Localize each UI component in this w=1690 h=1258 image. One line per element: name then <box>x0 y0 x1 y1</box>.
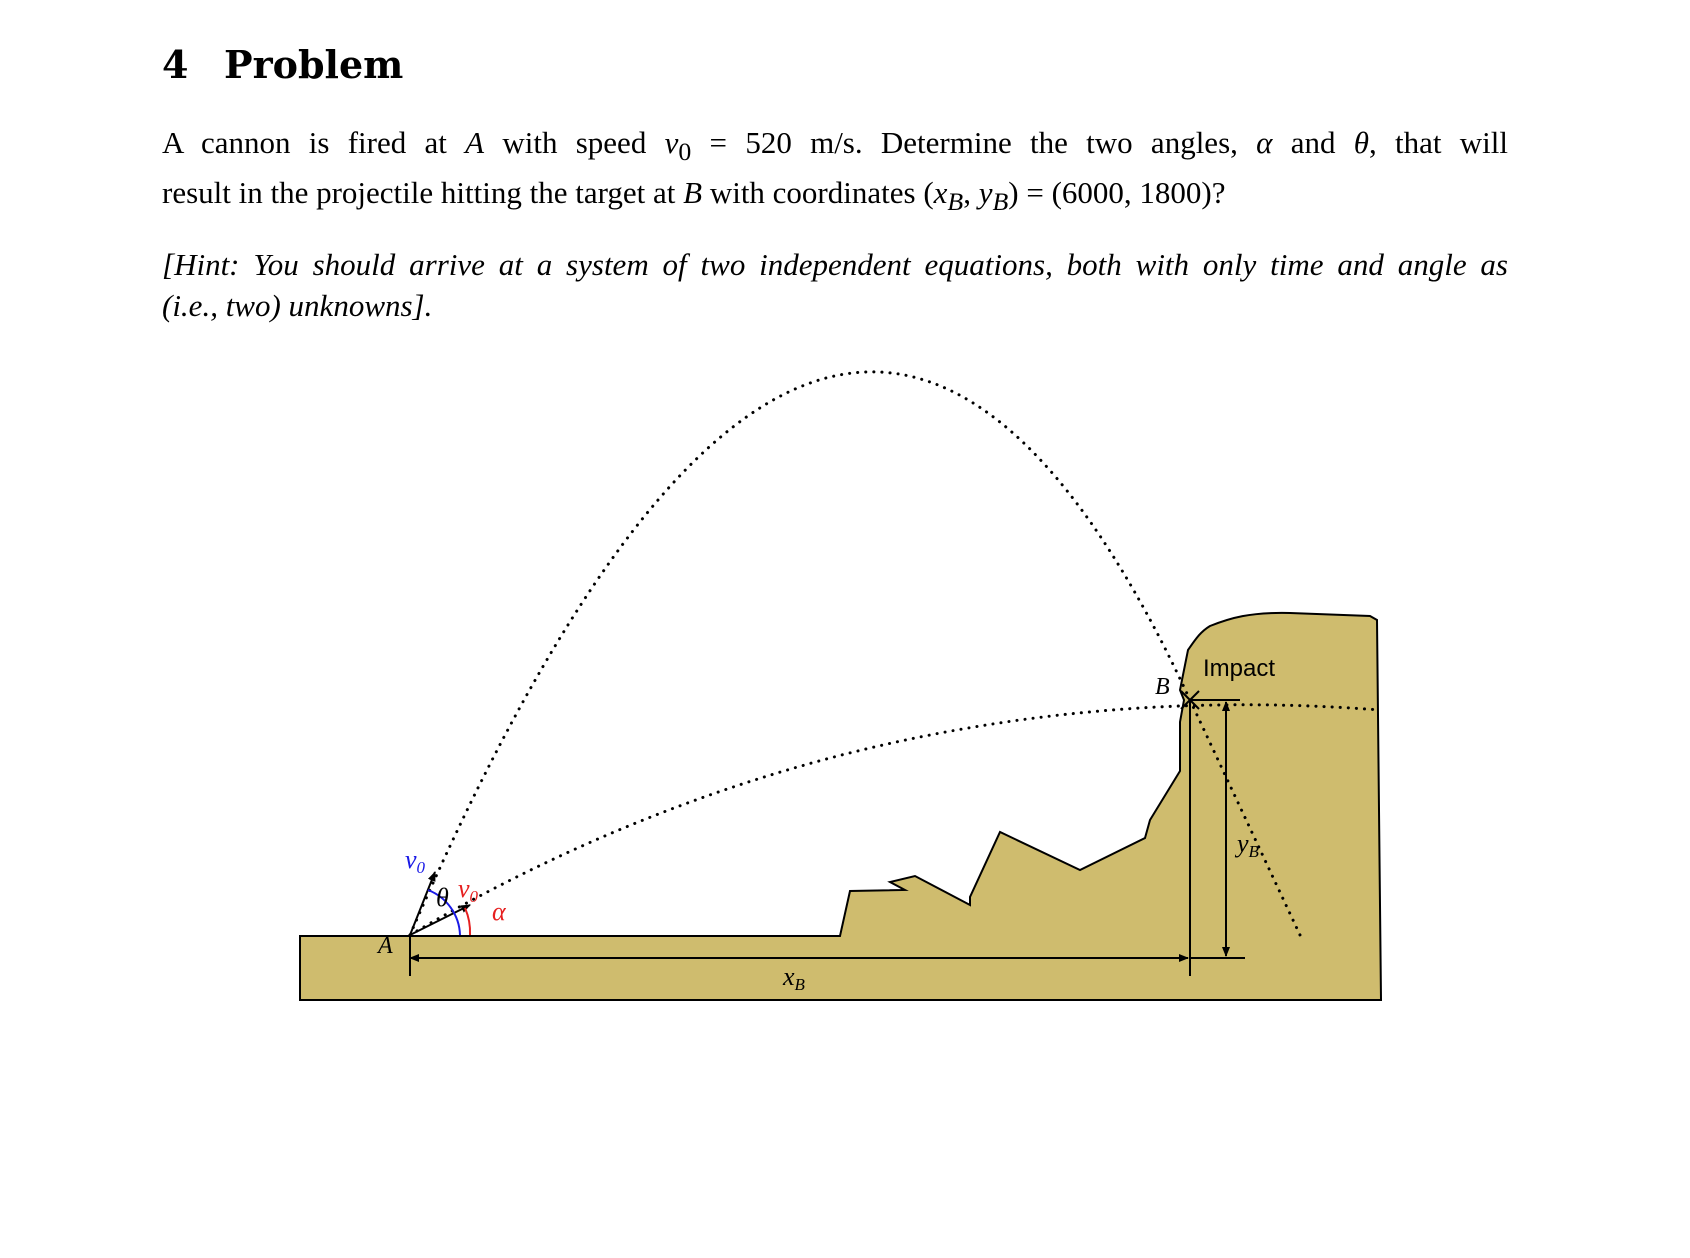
problem-text: with speed <box>484 125 665 160</box>
hint-line-2: (i.e., two) unknowns]. <box>162 288 433 323</box>
hint-line-1: [Hint: You should arrive at a system of two independent equations, both with only time and angle as <box>162 247 1508 282</box>
comma: , <box>963 175 979 211</box>
section-title: Problem <box>224 42 404 87</box>
paren: ( <box>923 175 934 211</box>
label-yb: yB <box>1237 829 1259 861</box>
problem-text: . Determine the two angles, <box>854 125 1257 160</box>
problem-text: and <box>1272 125 1354 160</box>
label-v0-high: v0 <box>405 845 426 877</box>
speed-value: 520 m/s <box>745 125 855 160</box>
label-theta: θ <box>436 883 449 912</box>
point-a-symbol: A <box>465 125 485 160</box>
subscript: B <box>992 187 1009 217</box>
alpha-arc <box>465 908 470 935</box>
equals-sign: = <box>691 125 746 160</box>
section-number: 4 <box>162 42 189 87</box>
x-symbol: x <box>933 175 948 211</box>
label-impact: Impact <box>1203 655 1276 682</box>
y-symbol: y <box>978 175 993 211</box>
target-coordinates: (6000, 1800) <box>1051 175 1212 211</box>
equals-sign: = <box>1018 175 1052 211</box>
v0-vector-high <box>410 872 435 935</box>
label-alpha: α <box>492 897 506 926</box>
problem-text: , that will <box>1368 125 1508 160</box>
problem-text: with coordinates <box>702 175 924 211</box>
label-b: B <box>1155 674 1170 700</box>
alpha-symbol: α <box>1256 125 1273 160</box>
subscript: B <box>947 187 964 217</box>
label-v0-low: v0 <box>458 874 479 906</box>
label-a: A <box>378 933 393 959</box>
subscript: 0 <box>678 137 692 167</box>
question-mark: ? <box>1211 175 1226 211</box>
v-symbol: v <box>664 125 679 160</box>
paren: ) <box>1008 175 1019 211</box>
point-b-symbol: B <box>683 175 703 211</box>
problem-text: A cannon is fired at <box>162 125 466 160</box>
label-xb: xB <box>783 962 805 994</box>
problem-text: result in the projectile hitting the target at <box>162 175 684 211</box>
theta-symbol: θ <box>1353 125 1369 160</box>
